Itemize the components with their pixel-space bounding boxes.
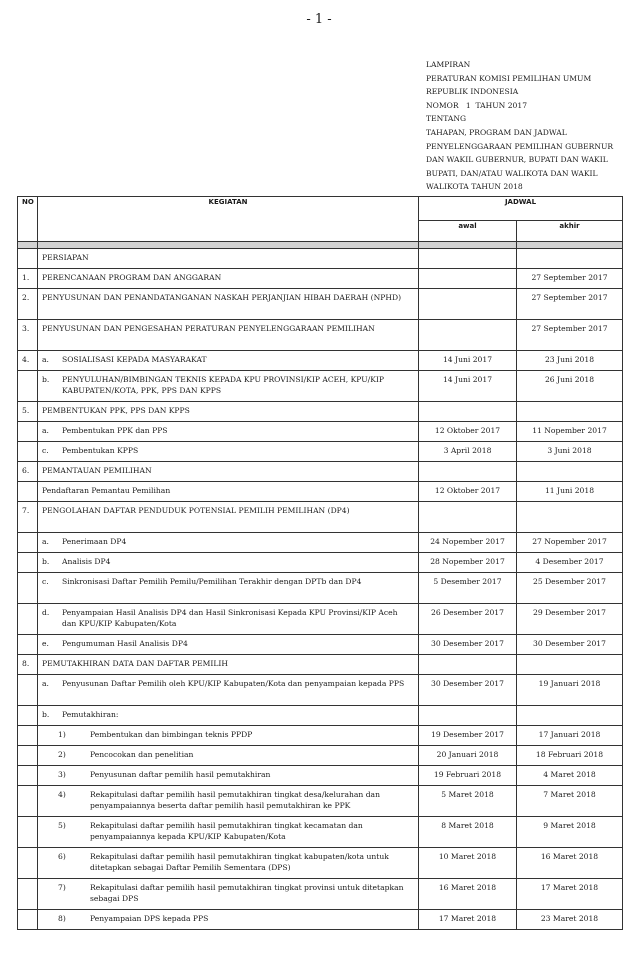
table-row [18,655,623,675]
row-label: PENYULUHAN/BIMBINGAN TEKNIS KEPADA KPU PROVINSI/KIP ACEH, KPU/KIP KABUPATEN/KOTA, PPK, PPS DAN KPPS [62,375,385,395]
row-akhir [517,655,623,675]
row-number [18,635,38,655]
table-row [18,502,623,533]
row-kegiatan [38,786,419,817]
header-akhir: akhir [517,221,623,242]
row-awal: 26 Desember 2017 [419,604,517,635]
row-akhir: 11 Nopember 2017 [517,422,623,442]
row-awal: 5 Desember 2017 [419,573,517,604]
row-number [18,786,38,817]
row-akhir: 23 Juni 2018 [517,351,623,371]
header-jadwal: JADWAL [419,197,623,221]
row-number [18,482,38,502]
row-akhir: 27 September 2017 [517,320,623,351]
row-kegiatan [38,269,419,289]
row-label: Rekapitulasi daftar pemilih hasil pemutakhiran tingkat desa/kelurahan dan penyampaiannya beserta daftar pemilih hasil pemutakhiran ke PPK [90,790,380,810]
row-kegiatan [38,766,419,786]
row-akhir: 19 Januari 2018 [517,675,623,706]
table-row [18,817,623,848]
table-row [18,786,623,817]
table-row [18,269,623,289]
lampiran-line: PENYELENGGARAAN PEMILIHAN GUBERNUR [426,141,614,151]
lampiran-line: PERATURAN KOMISI PEMILIHAN UMUM [426,73,592,83]
row-akhir [517,402,623,422]
row-akhir: 27 September 2017 [517,289,623,320]
row-prefix: 1) [58,730,66,739]
table-row [18,402,623,422]
row-kegiatan [38,817,419,848]
row-prefix: e. [42,639,49,648]
row-awal: 16 Maret 2018 [419,879,517,910]
row-number: 4. [18,351,38,371]
lampiran-block [426,58,631,194]
row-label: Analisis DP4 [62,557,111,566]
row-awal [419,402,517,422]
row-number [18,746,38,766]
row-label: PENYUSUNAN DAN PENGESAHAN PERATURAN PENYELENGGARAAN PEMILIHAN [42,324,375,333]
schedule-rows [18,249,623,930]
row-akhir: 17 Januari 2018 [517,726,623,746]
table-row [18,675,623,706]
row-number [18,910,38,930]
row-akhir [517,502,623,533]
row-prefix: 4) [58,790,66,799]
header-kegiatan: KEGIATAN [38,197,419,242]
row-akhir: 18 Februari 2018 [517,746,623,766]
row-kegiatan [38,879,419,910]
row-prefix: 3) [58,770,66,779]
table-row [18,604,623,635]
row-kegiatan [38,371,419,402]
lampiran-line: LAMPIRAN [426,60,471,69]
page-number: - 1 - [306,12,332,27]
row-number: 5. [18,402,38,422]
row-label: Pembentukan KPPS [62,446,139,455]
row-prefix: 5) [58,821,66,830]
row-awal: 30 Desember 2017 [419,635,517,655]
table-row [18,462,623,482]
row-kegiatan [38,320,419,351]
row-akhir: 4 Maret 2018 [517,766,623,786]
row-label: Pembentukan dan bimbingan teknis PPDP [90,730,253,739]
row-prefix: b. [42,375,50,384]
row-number [18,675,38,706]
table-row [18,289,623,320]
row-kegiatan [38,249,419,269]
row-awal [419,706,517,726]
row-awal: 28 Nopember 2017 [419,553,517,573]
row-awal: 14 Juni 2017 [419,371,517,402]
row-kegiatan [38,502,419,533]
row-akhir: 4 Desember 2017 [517,553,623,573]
row-number [18,249,38,269]
row-label: SOSIALISASI KEPADA MASYARAKAT [62,355,207,364]
row-awal [419,655,517,675]
row-label: Penyampaian Hasil Analisis DP4 dan Hasil Sinkronisasi Kepada KPU Provinsi/KIP Aceh dan KPU/KIP Kabupaten/Kota [62,608,398,628]
row-kegiatan [38,706,419,726]
row-awal [419,462,517,482]
row-label: Rekapitulasi daftar pemilih hasil pemutakhiran tingkat kecamatan dan penyampaiannya kepada KPU/KIP Kabupaten/Kota [90,821,363,841]
row-kegiatan [38,553,419,573]
table-row [18,706,623,726]
row-number [18,533,38,553]
row-akhir: 11 Juni 2018 [517,482,623,502]
table-row [18,766,623,786]
row-akhir: 30 Desember 2017 [517,635,623,655]
row-awal: 19 Desember 2017 [419,726,517,746]
lampiran-line: NOMOR 1 TAHUN 2017 [426,100,528,110]
table-row [18,879,623,910]
row-label: Pemutakhiran: [62,710,119,719]
row-akhir: 26 Juni 2018 [517,371,623,402]
row-akhir: 9 Maret 2018 [517,817,623,848]
row-akhir [517,706,623,726]
table-row [18,848,623,879]
row-prefix: a. [42,537,49,546]
row-kegiatan [38,573,419,604]
row-akhir: 3 Juni 2018 [517,442,623,462]
row-awal [419,502,517,533]
row-label: Penyampaian DPS kepada PPS [90,914,209,923]
row-prefix: d. [42,608,50,617]
table-row [18,442,623,462]
row-prefix: b. [42,710,50,719]
row-awal: 3 April 2018 [419,442,517,462]
row-label: Penyusunan Daftar Pemilih oleh KPU/KIP Kabupaten/Kota dan penyampaian kepada PPS [62,679,405,688]
row-number: 7. [18,502,38,533]
lampiran-line: TAHAPAN, PROGRAM DAN JADWAL [426,127,567,137]
row-awal: 14 Juni 2017 [419,351,517,371]
row-number [18,879,38,910]
lampiran-line: DAN WAKIL GUBERNUR, BUPATI DAN WAKIL [426,155,608,165]
row-label: PEMUTAKHIRAN DATA DAN DAFTAR PEMILIH [42,659,229,668]
row-akhir [517,462,623,482]
row-prefix: a. [42,679,49,688]
row-label: Pencocokan dan penelitian [90,750,194,759]
row-prefix: a. [42,426,49,435]
row-kegiatan [38,746,419,766]
row-akhir: 17 Maret 2018 [517,879,623,910]
row-kegiatan [38,351,419,371]
row-akhir: 7 Maret 2018 [517,786,623,817]
row-label: Pendaftaran Pemantau Pemilihan [42,486,171,495]
schedule-table [17,196,623,930]
row-kegiatan [38,462,419,482]
row-label: Sinkronisasi Daftar Pemilih Pemilu/Pemilihan Terakhir dengan DPTb dan DP4 [62,577,362,586]
row-kegiatan [38,635,419,655]
row-prefix: 8) [58,914,66,923]
row-awal: 8 Maret 2018 [419,817,517,848]
table-row [18,320,623,351]
table-row [18,371,623,402]
row-prefix: c. [42,446,49,455]
row-awal: 24 Nopember 2017 [419,533,517,553]
row-awal: 10 Maret 2018 [419,848,517,879]
row-awal [419,289,517,320]
row-awal: 20 Januari 2018 [419,746,517,766]
row-awal: 12 Oktober 2017 [419,482,517,502]
table-row [18,553,623,573]
row-number: 1. [18,269,38,289]
row-label: Pengumuman Hasil Analisis DP4 [62,639,188,648]
row-kegiatan [38,910,419,930]
row-akhir: 25 Desember 2017 [517,573,623,604]
row-kegiatan [38,604,419,635]
row-awal: 19 Februari 2018 [419,766,517,786]
row-akhir: 23 Maret 2018 [517,910,623,930]
row-prefix: 6) [58,852,66,861]
row-prefix: 2) [58,750,66,759]
row-awal: 17 Maret 2018 [419,910,517,930]
row-number [18,766,38,786]
lampiran-line: REPUBLIK INDONESIA [426,87,519,97]
row-number [18,726,38,746]
row-akhir [517,249,623,269]
lampiran-line: WALIKOTA TAHUN 2018 [426,182,523,192]
row-number [18,553,38,573]
row-number [18,848,38,879]
row-kegiatan [38,442,419,462]
table-row [18,351,623,371]
row-number: 3. [18,320,38,351]
row-label: PEMBENTUKAN PPK, PPS DAN KPPS [42,406,190,415]
row-awal [419,249,517,269]
row-kegiatan [38,422,419,442]
table-row [18,249,623,269]
row-label: PERENCANAAN PROGRAM DAN ANGGARAN [42,273,222,282]
row-kegiatan [38,289,419,320]
row-label: PENGOLAHAN DAFTAR PENDUDUK POTENSIAL PEMILIH PEMILIHAN (DP4) [42,506,350,515]
row-number [18,573,38,604]
row-number [18,817,38,848]
table-row [18,910,623,930]
row-label: PEMANTAUAN PEMILIHAN [42,466,152,475]
table-row [18,482,623,502]
row-prefix: 7) [58,883,66,892]
row-awal [419,320,517,351]
table-row [18,726,623,746]
row-prefix: c. [42,577,49,586]
row-label: PENYUSUNAN DAN PENANDATANGANAN NASKAH PERJANJIAN HIBAH DAERAH (NPHD) [42,293,402,302]
row-number [18,371,38,402]
row-number: 6. [18,462,38,482]
row-akhir: 27 Nopember 2017 [517,533,623,553]
row-kegiatan [38,726,419,746]
table-row [18,573,623,604]
row-kegiatan [38,402,419,422]
row-akhir: 16 Maret 2018 [517,848,623,879]
row-kegiatan [38,655,419,675]
row-kegiatan [38,848,419,879]
row-awal [419,269,517,289]
row-akhir: 29 Desember 2017 [517,604,623,635]
row-label: Penerimaan DP4 [62,537,127,546]
row-awal: 5 Maret 2018 [419,786,517,817]
table-row [18,635,623,655]
row-akhir: 27 September 2017 [517,269,623,289]
row-label: Rekapitulasi daftar pemilih hasil pemutakhiran tingkat kabupaten/kota untuk ditetapkan sebagai Daftar Pemilih Sementara (DPS) [90,852,389,872]
row-awal: 30 Desember 2017 [419,675,517,706]
row-kegiatan [38,675,419,706]
table-row [18,422,623,442]
lampiran-line: TENTANG [426,114,467,124]
row-label: Pembentukan PPK dan PPS [62,426,168,435]
row-number [18,422,38,442]
row-label: PERSIAPAN [42,253,89,262]
lampiran-line: BUPATI, DAN/ATAU WALIKOTA DAN WAKIL [426,168,598,178]
row-number: 2. [18,289,38,320]
row-number [18,604,38,635]
row-number: 8. [18,655,38,675]
row-number [18,442,38,462]
header-awal: awal [419,221,517,242]
row-kegiatan [38,533,419,553]
table-row [18,533,623,553]
row-number [18,706,38,726]
row-kegiatan [38,482,419,502]
row-prefix: a. [42,355,49,364]
header-separator [18,242,623,249]
row-prefix: b. [42,557,50,566]
row-label: Penyusunan daftar pemilih hasil pemutakhiran [90,770,271,779]
header-no: NO [18,197,38,242]
row-awal: 12 Oktober 2017 [419,422,517,442]
row-label: Rekapitulasi daftar pemilih hasil pemutakhiran tingkat provinsi untuk ditetapkan sebagai DPS [90,883,404,903]
table-row [18,746,623,766]
